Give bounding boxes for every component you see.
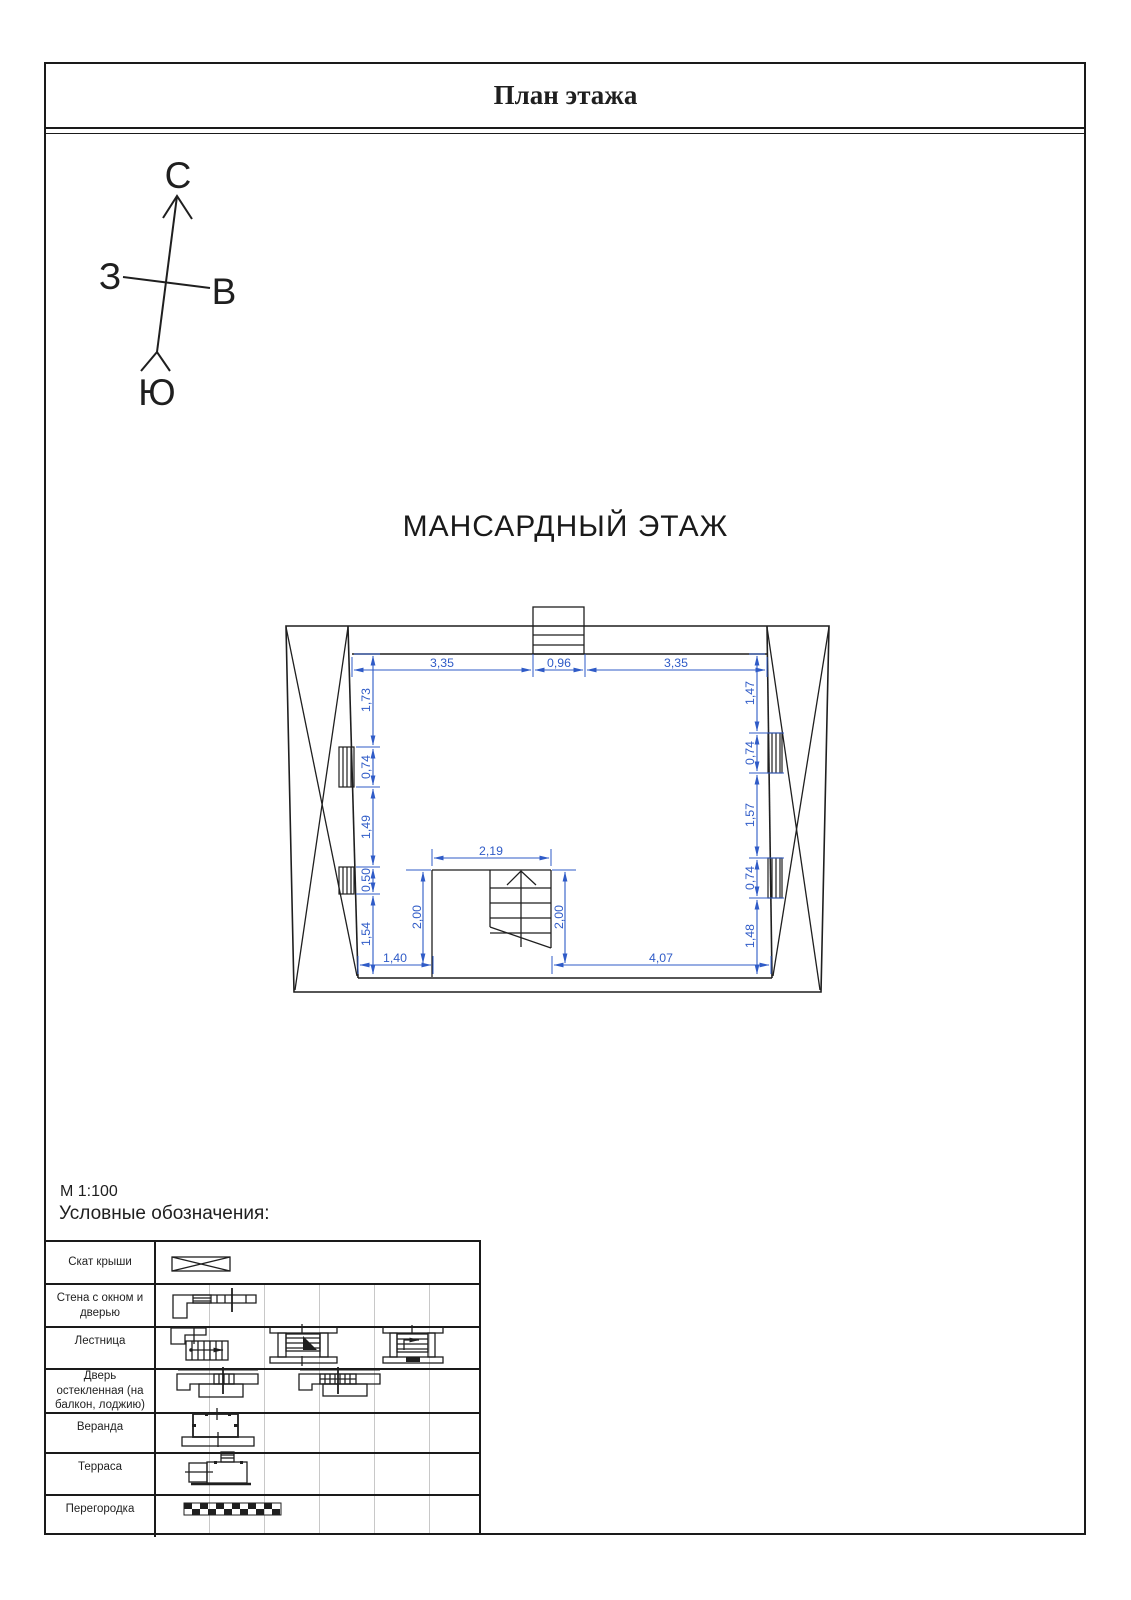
compass-west-label: З [98,256,122,297]
floor-name-title: МАНСАРДНЫЙ ЭТАЖ [402,510,729,543]
title-separator-line-2 [46,133,1084,134]
compass-east-label: В [211,271,237,312]
legend-row-label: Перегородка [46,1496,156,1537]
legend-row-label: Скат крыши [46,1242,156,1283]
title-separator-line [46,127,1084,129]
dimension-label: 1,57 [743,803,757,827]
dimension-label: 3,35 [664,656,688,670]
dimension-label: 1,48 [743,924,757,948]
legend-row-terrace [46,1452,479,1494]
scale-note: М 1:100 [60,1183,118,1200]
dimension-label: 1,49 [359,815,373,839]
dimension-label: 2,19 [479,844,503,858]
dimension-label: 2,00 [552,905,566,929]
legend-row-label: Стена с окном и дверью [46,1285,156,1326]
legend-row-veranda [46,1412,479,1452]
dimension-label: 0,50 [359,868,373,892]
page-title: План этажа [493,80,638,110]
legend-row-glazed-door [46,1368,479,1412]
dimension-label: 1,47 [743,681,757,705]
compass-south-label: Ю [138,372,176,413]
dimension-label: 1,40 [383,951,407,965]
dimension-label: 2,00 [410,905,424,929]
legend-row-roof-slope [46,1242,479,1283]
legend-row-label: Лестница [46,1328,156,1368]
legend-row-label: Терраса [46,1454,156,1494]
legend-row-stairs [46,1326,479,1368]
legend-table [44,1240,481,1535]
legend-heading: Условные обозначения: [59,1203,270,1224]
dimension-label: 1,73 [359,688,373,712]
dimension-label: 3,35 [430,656,454,670]
legend-row-wall-window-door [46,1283,479,1326]
dimension-label: 0,74 [359,755,373,779]
legend-row-label: Веранда [46,1414,156,1452]
compass-north-label: С [164,155,192,196]
dimension-label: 4,07 [649,951,673,965]
legend-row-partition [46,1494,479,1537]
legend-row-label: Дверь остекленная (на балкон, лоджию) [46,1370,156,1412]
dimension-label: 0,74 [743,741,757,765]
dimension-label: 0,96 [547,656,571,670]
dimension-label: 1,54 [359,922,373,946]
dimension-label: 0,74 [743,866,757,890]
